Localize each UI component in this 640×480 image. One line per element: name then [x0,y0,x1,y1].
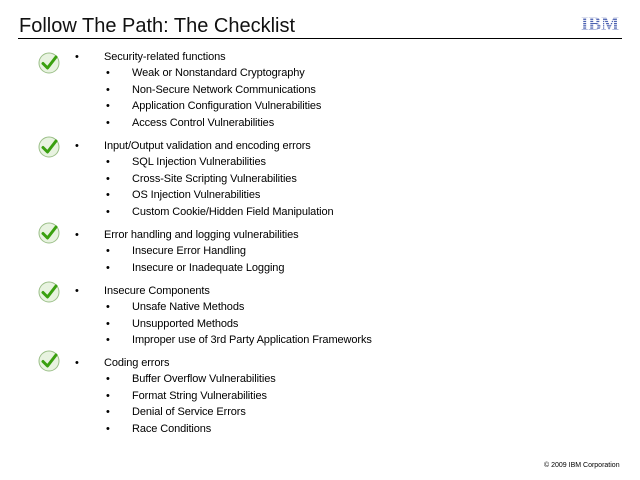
group-heading: Security-related functions [104,51,226,63]
bullet: • [106,334,110,347]
bullet: • [106,261,110,274]
list-item [0,299,640,315]
list-item-label: SQL Injection Vulnerabilities [132,156,266,169]
bullet: • [106,116,110,129]
list-item [0,171,640,187]
list-item [0,98,640,114]
list-item-label: Unsupported Methods [132,317,239,330]
list-item [0,65,640,81]
group-heading: Insecure Components [104,285,210,297]
list-item [0,332,640,348]
group-heading: Input/Output validation and encoding errors [104,140,311,152]
list-item-label: Improper use of 3rd Party Application Frameworks [132,334,372,347]
bullet: • [75,229,79,241]
group-heading-line [0,355,640,371]
group-heading-line [0,227,640,243]
bullet: • [106,373,110,386]
list-item [0,154,640,170]
checklist-group-insecure-components [0,283,640,349]
list-item-label: Buffer Overflow Vulnerabilities [132,373,276,386]
list-item [0,388,640,404]
list-item-label: Cross-Site Scripting Vulnerabilities [132,172,297,185]
list-item-label: Format String Vulnerabilities [132,389,267,402]
bullet: • [106,301,110,314]
bullet: • [75,51,79,63]
copyright-footer: © 2009 IBM Corporation [544,462,620,469]
group-heading-line [0,49,640,65]
list-item-label: Insecure or Inadequate Logging [132,261,285,274]
list-item [0,187,640,203]
bullet: • [106,100,110,113]
list-item [0,243,640,259]
bullet: • [106,245,110,258]
list-item-label: Race Conditions [132,422,212,435]
list-item [0,260,640,276]
list-item-label: Access Control Vulnerabilities [132,116,275,129]
list-item-label: Insecure Error Handling [132,245,246,258]
checklist-group-security [0,49,640,131]
bullet: • [75,140,79,152]
bullet: • [106,189,110,202]
list-item-label: OS Injection Vulnerabilities [132,189,261,202]
list-item [0,404,640,420]
bullet: • [106,205,110,218]
group-heading: Error handling and logging vulnerabilities [104,229,299,241]
list-item [0,82,640,98]
bullet: • [106,156,110,169]
bullet: • [106,83,110,96]
list-item-label: Application Configuration Vulnerabilities [132,100,322,113]
bullet: • [75,357,79,369]
list-item [0,421,640,437]
list-item-label: Custom Cookie/Hidden Field Manipulation [132,205,334,218]
group-heading-line [0,138,640,154]
checklist-group-coding-errors [0,355,640,437]
list-item-label: Denial of Service Errors [132,406,246,419]
list-item-label: Unsafe Native Methods [132,301,245,314]
list-item-label: Non-Secure Network Communications [132,83,316,96]
ibm-logo-text: IBM [581,14,619,34]
slide-title: Follow The Path: The Checklist [19,15,296,37]
bullet: • [106,172,110,185]
list-item [0,115,640,131]
list-item [0,316,640,332]
checklist-group-io-validation [0,138,640,220]
bullet: • [106,317,110,330]
list-item [0,371,640,387]
list-item [0,204,640,220]
bullet: • [106,422,110,435]
bullet: • [106,67,110,80]
group-heading-line [0,283,640,299]
bullet: • [106,389,110,402]
title-underline [18,38,622,39]
ibm-logo [578,12,622,34]
list-item-label: Weak or Nonstandard Cryptography [132,67,305,80]
group-heading: Coding errors [104,357,170,369]
checklist-group-error-handling [0,227,640,276]
bullet: • [75,285,79,297]
bullet: • [106,406,110,419]
